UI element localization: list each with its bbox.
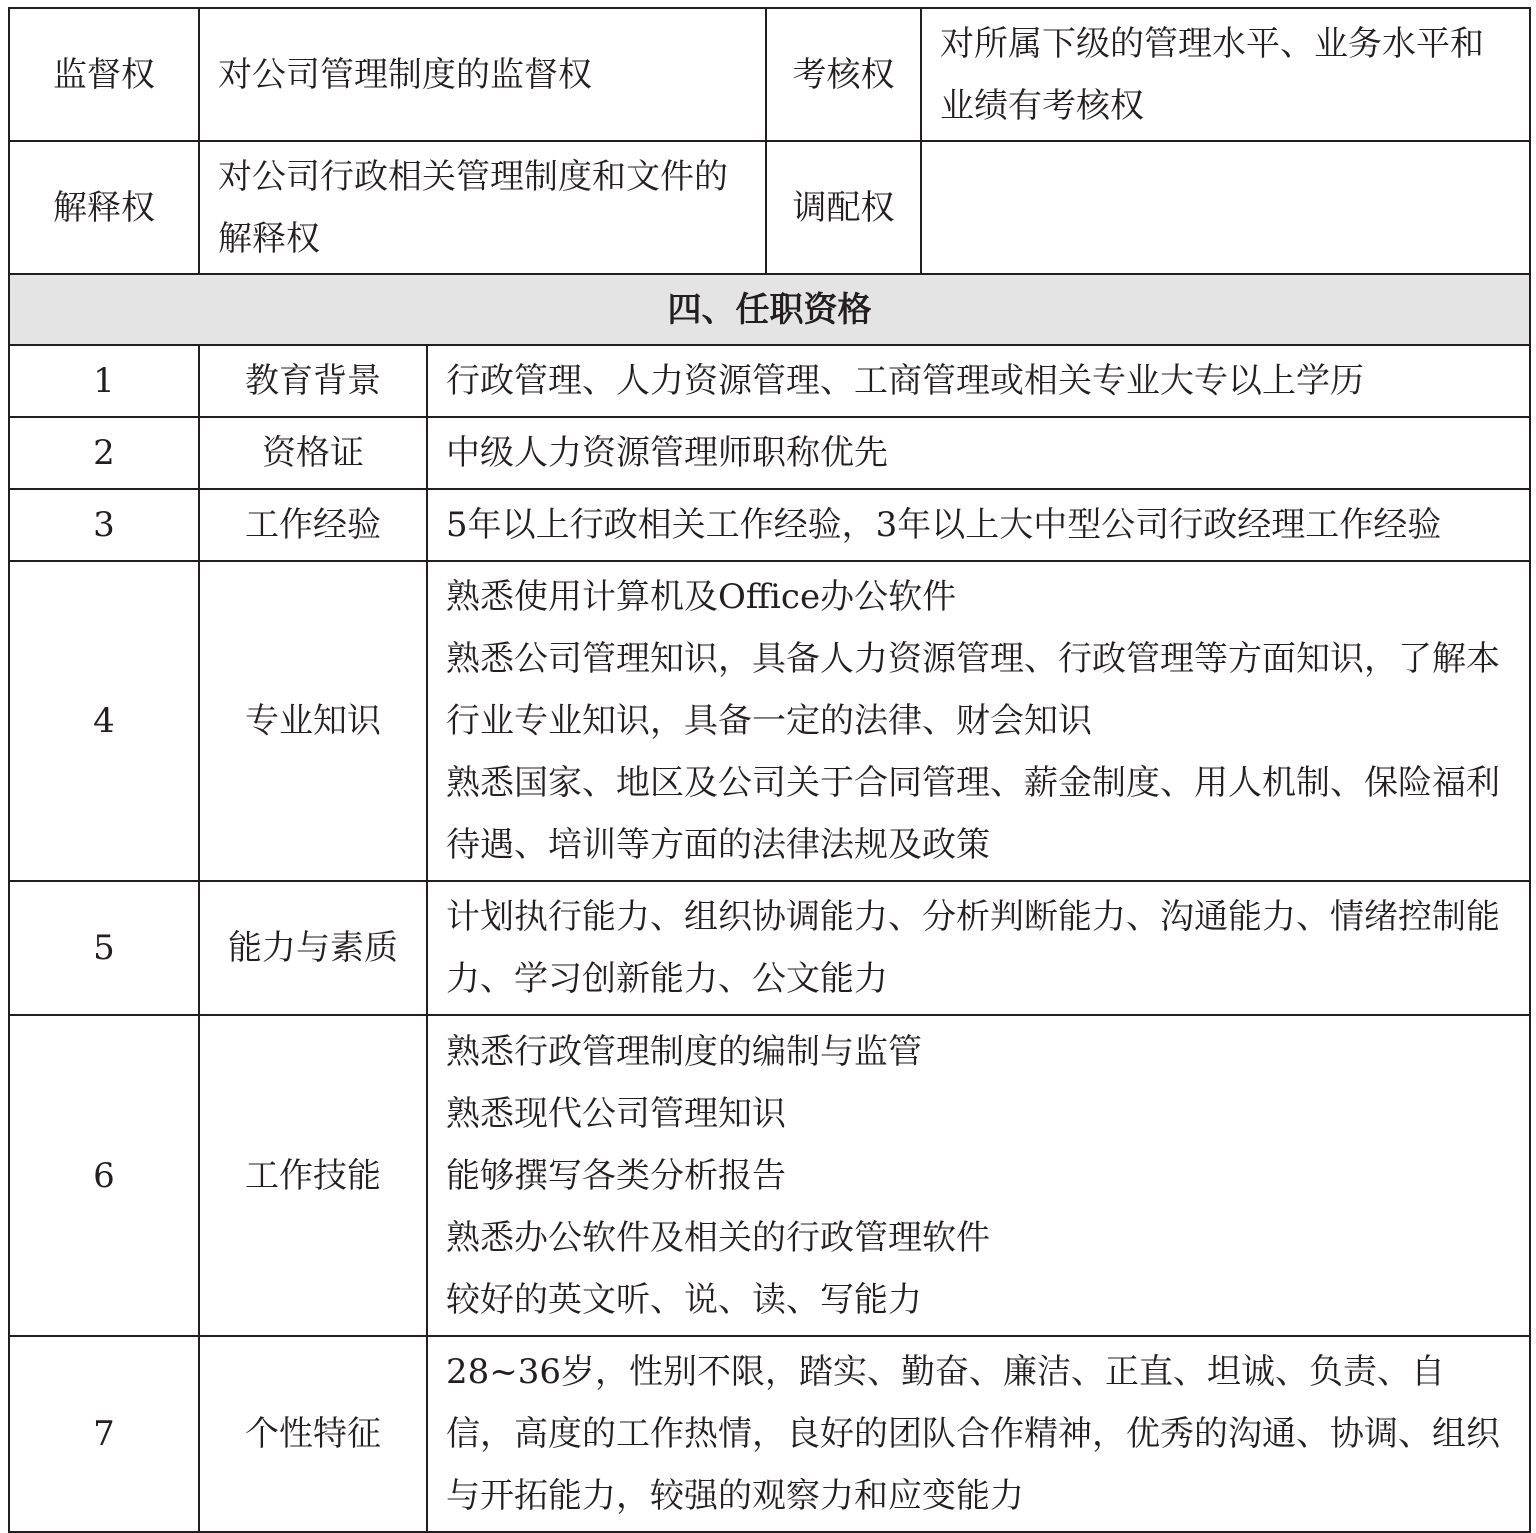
- qualification-row: [9, 1336, 1530, 1532]
- row-number: 4: [9, 561, 199, 881]
- row-number: 3: [9, 489, 199, 561]
- qualification-row: [9, 417, 1530, 489]
- content-line: 能够撰写各类分析报告: [446, 1155, 786, 1196]
- qualification-content: [427, 417, 1530, 489]
- content-line: 中级人力资源管理师职称优先: [446, 433, 888, 473]
- right-name-cell: 监督权: [9, 8, 199, 141]
- row-number: 1: [9, 345, 199, 417]
- qualification-content: [427, 1015, 1530, 1336]
- content-line: 行政管理、人力资源管理、工商管理或相关专业大专以上学历: [446, 361, 1364, 401]
- qualification-row: [9, 881, 1530, 1015]
- qualification-item: 工作技能: [199, 1015, 427, 1336]
- content-line: 28~36岁，性别不限，踏实、勤奋、廉洁、正直、坦诚、负责、自信，高度的工作热情，良好的团队合作精神，优秀的沟通、协调、组织与开拓能力，较强的观察力和应变能力: [446, 1352, 1500, 1516]
- right-desc-cell: 对公司管理制度的监督权: [199, 8, 766, 141]
- right-desc-cell: 对公司行政相关管理制度和文件的解释权: [199, 141, 766, 274]
- right-name-cell: 调配权: [766, 141, 921, 274]
- content-line: 熟悉国家、地区及公司关于合同管理、薪金制度、用人机制、保险福利待遇、培训等方面的法律法规及政策: [446, 763, 1500, 865]
- row-number: 6: [9, 1015, 199, 1336]
- qualification-item: 能力与素质: [199, 881, 427, 1015]
- qualification-item: 个性特征: [199, 1336, 427, 1532]
- rights-row: [9, 8, 1530, 141]
- section-header-row: [9, 274, 1530, 345]
- content-line: 熟悉现代公司管理知识: [446, 1093, 786, 1134]
- qualification-content: [427, 561, 1530, 881]
- qualification-content: [427, 345, 1530, 417]
- content-line: 较好的英文听、说、读、写能力: [446, 1279, 922, 1320]
- row-number: 7: [9, 1336, 199, 1532]
- rights-row: [9, 141, 1530, 274]
- job-spec-table: [8, 7, 1531, 1533]
- qualification-row: [9, 345, 1530, 417]
- right-name-cell: 考核权: [766, 8, 921, 141]
- content-line: 熟悉使用计算机及Office办公软件: [446, 577, 957, 617]
- qualification-item: 工作经验: [199, 489, 427, 561]
- row-number: 5: [9, 881, 199, 1015]
- qualification-row: [9, 1015, 1530, 1336]
- qualification-content: [427, 881, 1530, 1015]
- qualification-item: 专业知识: [199, 561, 427, 881]
- section-title: 四、任职资格: [9, 274, 1530, 345]
- content-line: 熟悉公司管理知识，具备人力资源管理、行政管理等方面知识，了解本行业专业知识，具备一定的法律、财会知识: [446, 639, 1500, 741]
- content-line: 计划执行能力、组织协调能力、分析判断能力、沟通能力、情绪控制能力、学习创新能力、公文能力: [446, 897, 1500, 999]
- qualification-item: 教育背景: [199, 345, 427, 417]
- right-name-cell: 解释权: [9, 141, 199, 274]
- right-desc-cell: 对所属下级的管理水平、业务水平和业绩有考核权: [921, 8, 1530, 141]
- qualification-row: [9, 561, 1530, 881]
- right-desc-cell: [921, 141, 1530, 274]
- qualification-content: [427, 1336, 1530, 1532]
- content-line: 熟悉行政管理制度的编制与监管: [446, 1031, 922, 1072]
- row-number: 2: [9, 417, 199, 489]
- qualification-content: [427, 489, 1530, 561]
- qualification-item: 资格证: [199, 417, 427, 489]
- qualification-row: [9, 489, 1530, 561]
- content-line: 5年以上行政相关工作经验，3年以上大中型公司行政经理工作经验: [446, 505, 1442, 545]
- content-line: 熟悉办公软件及相关的行政管理软件: [446, 1217, 990, 1258]
